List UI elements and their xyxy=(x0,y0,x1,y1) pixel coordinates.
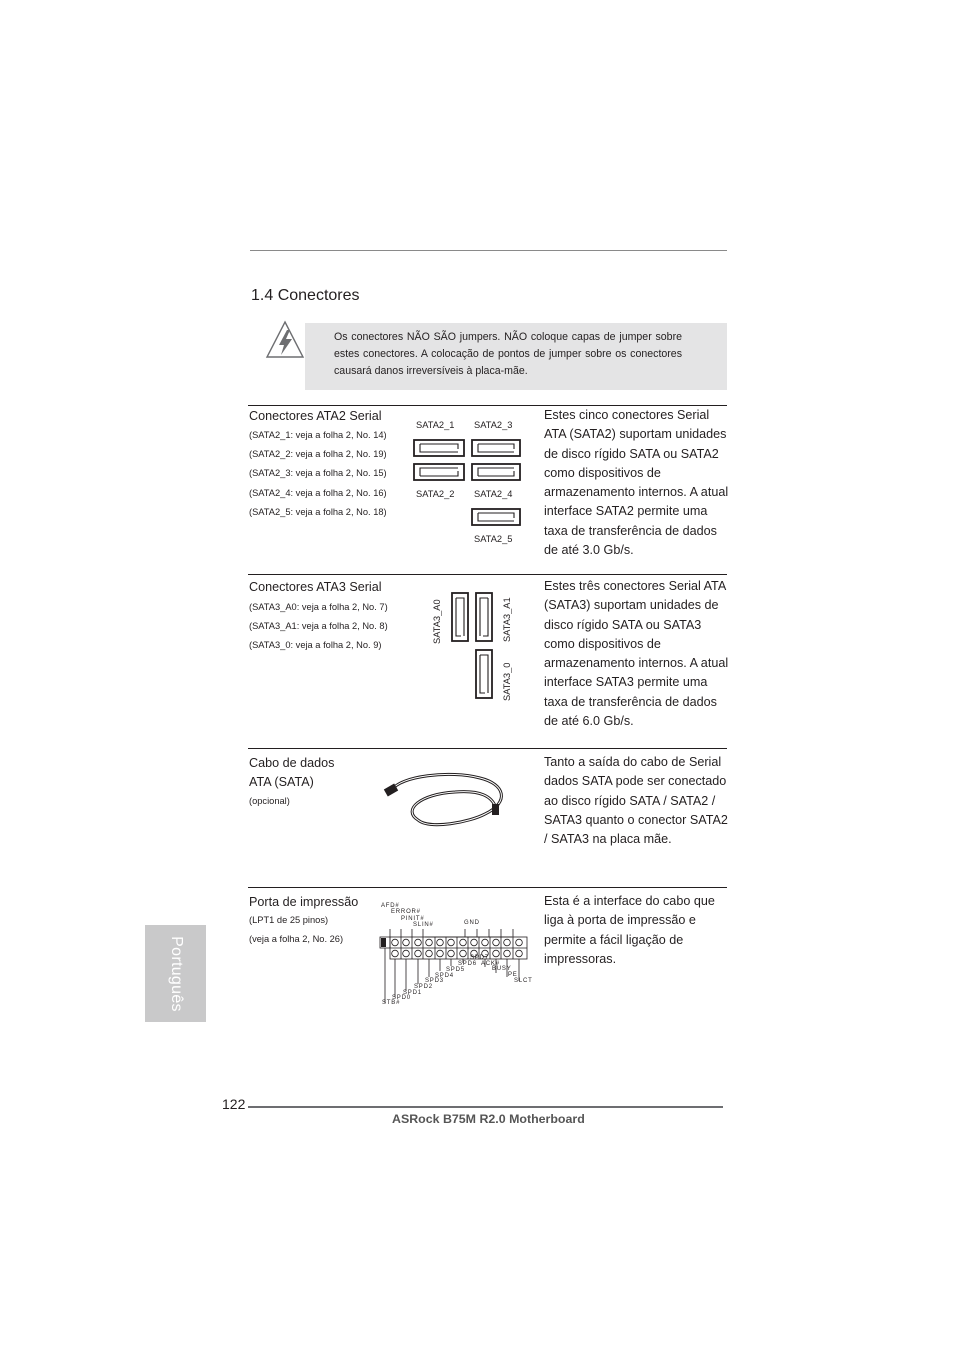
sata2-3-connector xyxy=(472,440,520,456)
pin-label: SPD6 xyxy=(458,961,477,967)
pin-label: SLCT xyxy=(514,978,533,984)
sata-label: SATA2_4 xyxy=(474,489,513,499)
sata2-4-connector xyxy=(472,464,520,480)
printer-description: Esta é a interface do cabo que liga à porta de impressão e permite a fácil ligação de impressoras. xyxy=(544,894,715,966)
sata-cable-image xyxy=(380,768,520,834)
ata2-note: (SATA2_2: veja a folha 2, No. 19) xyxy=(249,449,387,459)
sata-label: SATA2_3 xyxy=(474,420,513,430)
pin-label: SPD1 xyxy=(403,990,422,996)
ata2-note: (SATA2_4: veja a folha 2, No. 16) xyxy=(249,488,387,498)
sata2-2-connector xyxy=(414,464,464,480)
pin-label: SPD0 xyxy=(392,995,411,1001)
sata3-a0-connector xyxy=(452,593,468,641)
sata-label: SATA3_A1 xyxy=(502,597,512,642)
pin-label: STB# xyxy=(382,1000,401,1006)
sata3-0-connector xyxy=(476,650,492,698)
sata3-a1-connector xyxy=(476,593,492,641)
pin-label: ACK# xyxy=(481,961,500,967)
pin-label: PINIT# xyxy=(401,916,425,922)
sata2-connector-diagram xyxy=(410,436,530,528)
row-divider xyxy=(248,748,727,749)
pin-label: PE xyxy=(508,972,518,978)
sata-label: SATA2_5 xyxy=(474,534,513,544)
cable-title: ATA (SATA) xyxy=(249,775,314,789)
pin-label: SPD5 xyxy=(446,967,465,973)
ata3-note: (SATA3_A0: veja a folha 2, No. 7) xyxy=(249,602,388,612)
ata3-note: (SATA3_0: veja a folha 2, No. 9) xyxy=(249,640,382,650)
ata2-title: Conectores ATA2 Serial xyxy=(249,409,382,423)
ata3-title: Conectores ATA3 Serial xyxy=(249,580,382,594)
pin-label: SPD4 xyxy=(435,973,454,979)
sata3-connector-diagram xyxy=(448,590,498,702)
language-tab-label: Português xyxy=(167,935,185,1012)
cable-title: Cabo de dados xyxy=(249,756,335,770)
page-number: 122 xyxy=(222,1096,246,1112)
cable-note: (opcional) xyxy=(249,796,290,806)
sata-label: SATA3_0 xyxy=(502,662,512,701)
section-title: 1.4 Conectores xyxy=(251,287,360,304)
pin-label: BUSY xyxy=(492,966,512,972)
pin-label: SPD3 xyxy=(425,978,444,984)
top-divider xyxy=(250,250,727,251)
footer-divider xyxy=(248,1106,723,1108)
sata2-5-connector xyxy=(472,509,520,525)
pin-label: AFD# xyxy=(381,903,400,909)
warning-icon xyxy=(265,320,305,360)
ata2-note: (SATA2_3: veja a folha 2, No. 15) xyxy=(249,468,387,478)
pin-label: GND xyxy=(464,920,480,926)
printer-note: (LPT1 de 25 pinos) xyxy=(249,915,329,925)
cable-description: Tanto a saída do cabo de Serial dados SATA pode ser conectado ao disco rígido SATA / SATA2 / SATA3 quanto o conector SATA2 / SATA3 na placa mãe. xyxy=(544,755,728,847)
ata2-note: (SATA2_5: veja a folha 2, No. 18) xyxy=(249,507,387,517)
sata-label: SATA2_1 xyxy=(416,420,455,430)
sata-label: SATA2_2 xyxy=(416,489,455,499)
printer-note: (veja a folha 2, No. 26) xyxy=(249,934,344,944)
printer-title: Porta de impressão xyxy=(249,895,359,909)
pin-label: ERROR# xyxy=(391,909,421,915)
warning-text: Os conectores NÃO SÃO jumpers. NÃO coloque capas de jumper sobre estes conectores. A colocação de pontos de jumper sobre os conectores causará danos irreversíveis à placa-mãe. xyxy=(334,331,682,377)
row-divider xyxy=(248,887,727,888)
ata3-note: (SATA3_A1: veja a folha 2, No. 8) xyxy=(249,621,388,631)
sata-label: SATA3_A0 xyxy=(432,599,442,644)
row-divider xyxy=(248,574,727,575)
sata2-1-connector xyxy=(414,440,464,456)
ata3-description: Estes três conectores Serial ATA (SATA3) suportam unidades de disco rígido SATA ou SATA3 como dispositivos de armazenamento internos. A atual interface SATA3 permite uma taxa de transferência de dados de até 6.0 Gb/s. xyxy=(544,579,729,729)
footer-product: ASRock B75M R2.0 Motherboard xyxy=(392,1112,585,1126)
pin-label: SPD2 xyxy=(414,984,433,990)
ata2-note: (SATA2_1: veja a folha 2, No. 14) xyxy=(249,430,387,440)
pin-label: SPD7 xyxy=(470,955,489,961)
pin-label: SLIN# xyxy=(413,922,434,928)
ata2-description: Estes cinco conectores Serial ATA (SATA2) suportam unidades de disco rígido SATA ou SATA2 como dispositivos de armazenamento internos. A atual interface SATA2 permite uma taxa de transferência de dados de até 3.0 Gb/s. xyxy=(544,408,729,558)
language-tab-label-wrap xyxy=(145,925,206,1022)
